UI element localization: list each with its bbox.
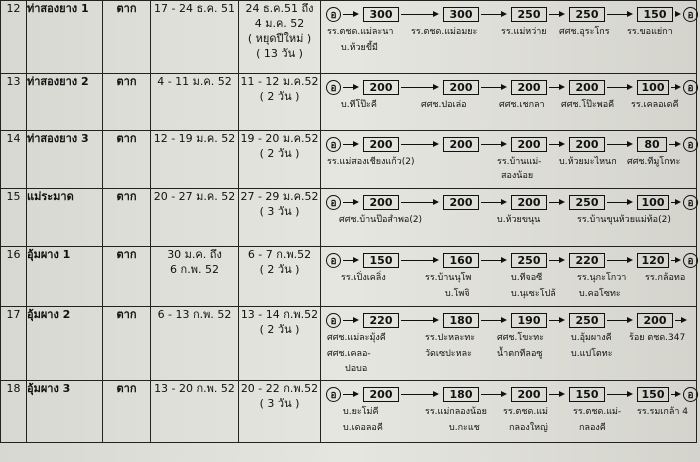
province: ตาก (103, 381, 151, 443)
trip-date-line: 19 - 20 ม.ค.52 (240, 132, 319, 145)
arrow-icon (401, 14, 437, 15)
end-circle: อ (683, 80, 698, 95)
stop-label: ศศช.อุระโกร (559, 27, 610, 37)
arrow-icon (401, 260, 437, 261)
route-diagram (321, 247, 697, 307)
start-circle: อ (326, 137, 341, 152)
arrow-icon (607, 87, 631, 88)
distance-box: 220 (569, 253, 605, 268)
arrow-icon (607, 320, 631, 321)
trip-dates (239, 189, 321, 247)
distance-box: 150 (569, 387, 605, 402)
route-name: อุ้มผาง 1 (27, 247, 103, 307)
arrow-icon (549, 320, 563, 321)
stop-label: ปอบอ (345, 364, 368, 374)
row-number: 18 (1, 381, 27, 443)
start-circle: อ (326, 253, 341, 268)
arrow-icon (481, 260, 505, 261)
arrow-icon (481, 202, 505, 203)
stop-label: รร.ตชด.แม่- (573, 407, 622, 417)
stop-label: บ.ห้วยขนุน (497, 215, 541, 225)
table-row (1, 189, 697, 247)
trip-dates (239, 307, 321, 381)
table-row (1, 74, 697, 131)
stop-label: รร.ตชด.แม่ (503, 407, 548, 417)
distance-box: 150 (363, 253, 399, 268)
arrow-icon (343, 14, 357, 15)
arrow-icon (671, 202, 679, 203)
stop-label: รร.รมเกล้า 4 (637, 407, 688, 417)
stop-label: ศศช.โขะทะ (497, 333, 544, 343)
route-diagram (321, 189, 697, 247)
stop-label: ศศช.บ้านป๊อสำพอ(2) (339, 215, 423, 225)
stop-label: รร.เคลอเดคี (631, 100, 679, 110)
province: ตาก (103, 189, 151, 247)
date-range-line: 6 ก.พ. 52 (170, 263, 219, 276)
arrow-icon (343, 260, 357, 261)
distance-box: 120 (637, 253, 669, 268)
stop-label: ศศช.ปอเล่อ (421, 100, 467, 110)
province: ตาก (103, 131, 151, 189)
date-range-line: 30 ม.ค. ถึง (167, 248, 222, 261)
distance-box: 200 (363, 387, 399, 402)
stop-label: บ.ทีโป๊ะคี (341, 100, 377, 110)
row-number: 13 (1, 74, 27, 131)
trip-date-line: ( 3 วัน ) (259, 397, 300, 410)
distance-box: 150 (637, 387, 669, 402)
date-range: 20 - 27 ม.ค. 52 (151, 189, 239, 247)
arrow-icon (343, 202, 357, 203)
arrow-icon (549, 260, 563, 261)
arrow-icon (607, 202, 631, 203)
distance-box: 80 (637, 137, 667, 152)
trip-date-line: ( หยุดปีใหม่ ) (247, 32, 312, 45)
stop-label: กลองใหญ่ (509, 423, 548, 433)
stop-label: ศศช.แม่ละมุ้งคี (327, 333, 386, 343)
stop-label: สองน้อย (501, 171, 534, 181)
arrow-icon (607, 394, 631, 395)
route-name: ท่าสองยาง 2 (27, 74, 103, 131)
route-diagram (321, 1, 697, 74)
distance-box: 200 (443, 137, 479, 152)
stop-label: ศศช.เคลอ- (327, 349, 371, 359)
trip-date-line: ( 3 วัน ) (259, 205, 300, 218)
distance-box: 160 (443, 253, 479, 268)
distance-box: 200 (363, 137, 399, 152)
arrow-icon (549, 87, 563, 88)
stop-label: รร.บ้านขุนห้วยแม่ท้อ(2) (577, 215, 671, 225)
stop-label: รร.ตชด.แม่อมยะ (411, 27, 478, 37)
stop-label: รร.บ้านแม่- (497, 157, 542, 167)
arrow-icon (401, 394, 437, 395)
start-circle: อ (326, 313, 341, 328)
date-range: 4 - 11 ม.ค. 52 (151, 74, 239, 131)
arrow-icon (401, 87, 437, 88)
row-number: 14 (1, 131, 27, 189)
route-name: ท่าสองยาง 1 (27, 1, 103, 74)
arrow-icon (481, 394, 505, 395)
start-circle: อ (326, 195, 341, 210)
trip-date-line: 27 - 29 ม.ค.52 (240, 190, 319, 203)
trip-date-line: 6 - 7 ก.พ.52 (247, 248, 312, 261)
distance-box: 300 (443, 7, 479, 22)
distance-box: 200 (569, 80, 605, 95)
distance-box: 200 (511, 137, 547, 152)
end-circle: อ (683, 387, 698, 402)
arrow-icon (669, 144, 679, 145)
distance-box: 250 (511, 253, 547, 268)
end-circle: อ (683, 195, 698, 210)
row-number: 17 (1, 307, 27, 381)
start-circle: อ (326, 7, 341, 22)
route-diagram (321, 131, 697, 189)
end-circle: อ (683, 253, 698, 268)
distance-box: 100 (637, 195, 669, 210)
route-name: อุ้มผาง 2 (27, 307, 103, 381)
province: ตาก (103, 1, 151, 74)
arrow-icon (401, 202, 437, 203)
stop-label: รร.กล้อทอ (645, 273, 686, 283)
table-row (1, 1, 697, 74)
stop-label: บ.นุเซะโปล้ (511, 289, 556, 299)
trip-date-line: 13 - 14 ก.พ.52 (240, 308, 319, 321)
table-row (1, 307, 697, 381)
start-circle: อ (326, 80, 341, 95)
stop-label: ศศช.เชกลา (499, 100, 545, 110)
stop-label: รร.ปะหละทะ (425, 333, 476, 343)
start-circle: อ (326, 387, 341, 402)
distance-box: 180 (443, 387, 479, 402)
distance-box: 200 (363, 80, 399, 95)
distance-box: 100 (637, 80, 669, 95)
distance-box: 200 (511, 195, 547, 210)
stop-label: บ.ห้วยมะไหนก (559, 157, 617, 167)
arrow-icon (607, 260, 631, 261)
trip-dates (239, 381, 321, 443)
distance-box: 190 (511, 313, 547, 328)
arrow-icon (675, 320, 685, 321)
province: ตาก (103, 247, 151, 307)
stop-label: รร.นุกะโกวา (577, 273, 627, 283)
row-number: 16 (1, 247, 27, 307)
stop-label: บ.กะแช (449, 423, 480, 433)
row-number: 12 (1, 1, 27, 74)
table-row (1, 131, 697, 189)
trip-date-line: ( 2 วัน ) (259, 147, 300, 160)
distance-box: 220 (363, 313, 399, 328)
stop-label: กลองคี (579, 423, 606, 433)
trip-date-line: ( 2 วัน ) (259, 263, 300, 276)
distance-box: 300 (363, 7, 399, 22)
stop-label: รร.แม่กลองน้อย (425, 407, 487, 417)
arrow-icon (481, 87, 505, 88)
route-diagram (321, 381, 697, 443)
arrow-icon (549, 202, 563, 203)
stop-label: รร.ขอแย่กา (627, 27, 673, 37)
date-range: 13 - 20 ก.พ. 52 (151, 381, 239, 443)
province: ตาก (103, 307, 151, 381)
stop-label: รร.บ้านนุโพ (425, 273, 472, 283)
arrow-icon (549, 14, 563, 15)
arrow-icon (481, 144, 505, 145)
date-range: 17 - 24 ธ.ค. 51 (151, 1, 239, 74)
arrow-icon (343, 394, 357, 395)
arrow-icon (671, 394, 679, 395)
distance-box: 200 (363, 195, 399, 210)
trip-dates (239, 1, 321, 74)
trip-date-line: 11 - 12 ม.ค.52 (240, 75, 319, 88)
stop-label: บ.อุ้มผางคี (571, 333, 612, 343)
stop-label: ศศช.ทีมูโกทะ (627, 157, 681, 167)
stop-label: ศศช.โป๊ะพอคี (561, 100, 615, 110)
trip-dates (239, 74, 321, 131)
distance-box: 250 (569, 313, 605, 328)
stop-label: วัดเซปะหละ (425, 349, 472, 359)
trip-dates (239, 131, 321, 189)
distance-box: 200 (637, 313, 673, 328)
route-name: ท่าสองยาง 3 (27, 131, 103, 189)
distance-box: 250 (511, 7, 547, 22)
distance-box: 200 (511, 387, 547, 402)
trip-date-line: ( 2 วัน ) (259, 90, 300, 103)
distance-box: 150 (637, 7, 673, 22)
table-row (1, 381, 697, 443)
date-range (151, 247, 239, 307)
arrow-icon (481, 320, 505, 321)
arrow-icon (401, 144, 437, 145)
arrow-icon (343, 144, 357, 145)
trip-date-line: ( 2 วัน ) (259, 323, 300, 336)
trip-dates (239, 247, 321, 307)
arrow-icon (675, 14, 679, 15)
date-range: 6 - 13 ก.พ. 52 (151, 307, 239, 381)
stop-label: บ.เดอลอคี (343, 423, 383, 433)
trip-date-line: 4 ม.ค. 52 (254, 17, 305, 30)
end-circle: อ (683, 137, 698, 152)
distance-box: 200 (443, 80, 479, 95)
distance-box: 250 (569, 195, 605, 210)
route-name: อุ้มผาง 3 (27, 381, 103, 443)
trip-date-line: 20 - 22 ก.พ.52 (240, 382, 319, 395)
stop-label: รร.ตชด.แม่ละนา (327, 27, 394, 37)
distance-box: 250 (569, 7, 605, 22)
arrow-icon (549, 144, 563, 145)
stop-label: รร.แม่หว่าย (501, 27, 547, 37)
arrow-icon (343, 320, 357, 321)
stop-label: บ.ห้วยขี้มี (341, 43, 378, 53)
arrow-icon (549, 394, 563, 395)
arrow-icon (671, 87, 679, 88)
stop-label: บ.ยะโม่คี (343, 407, 379, 417)
arrow-icon (481, 14, 505, 15)
arrow-icon (343, 87, 357, 88)
row-number: 15 (1, 189, 27, 247)
distance-box: 200 (569, 137, 605, 152)
table-row (1, 247, 697, 307)
trip-date-line: ( 13 วัน ) (256, 47, 303, 60)
route-name: แม่ระมาด (27, 189, 103, 247)
stop-label: รร.แม่สองเชียงแก้ว(2) (327, 157, 415, 167)
arrow-icon (671, 260, 679, 261)
stop-label: น้ำตกทีลอซู (497, 349, 543, 359)
arrow-icon (401, 320, 437, 321)
route-diagram (321, 74, 697, 131)
province: ตาก (103, 74, 151, 131)
stop-label: บ.ทีจอซี (511, 273, 543, 283)
distance-box: 200 (443, 195, 479, 210)
arrow-icon (607, 14, 631, 15)
trip-date-line: 24 ธ.ค.51 ถึง (245, 2, 314, 15)
date-range: 12 - 19 ม.ค. 52 (151, 131, 239, 189)
arrow-icon (607, 144, 631, 145)
stop-label: ร้อย ตชด.347 (629, 333, 686, 343)
stop-label: บ.แปโตทะ (571, 349, 613, 359)
route-diagram (321, 307, 697, 381)
stop-label: บ.โพจิ (445, 289, 470, 299)
distance-box: 200 (511, 80, 547, 95)
stop-label: บ.คอโซทะ (579, 289, 621, 299)
end-circle: อ (683, 7, 698, 22)
distance-box: 180 (443, 313, 479, 328)
stop-label: รร.เปิ่งเคลิ่ง (341, 273, 386, 283)
